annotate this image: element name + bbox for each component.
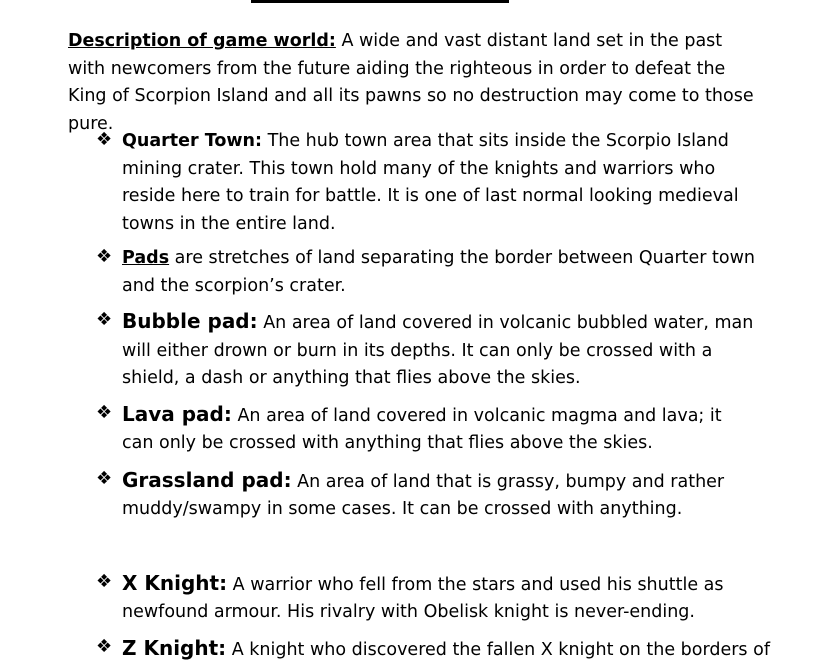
entry-z-knight [96, 635, 756, 664]
diamond-bullet-icon: ❖ [96, 126, 112, 153]
diamond-bullet-icon: ❖ [96, 243, 112, 270]
entry-x-knight [96, 570, 756, 627]
top-rule [251, 0, 509, 3]
diamond-bullet-icon: ❖ [96, 399, 112, 426]
diamond-bullet-icon: ❖ [96, 465, 112, 492]
entry-grassland-pad [96, 467, 756, 524]
diamond-bullet-icon: ❖ [96, 568, 112, 595]
entry-term: Quarter Town: [122, 131, 262, 151]
entry-term: X Knight: [122, 571, 227, 595]
entry-term: Pads [122, 248, 169, 268]
entry-text: An area of land that is grassy, bumpy and rather muddy/swampy in some cases. It can be crossed with anything. [122, 472, 724, 520]
entry-text: A warrior who fell from the stars and used his shuttle as newfound armour. His rivalry with Obelisk knight is never-ending. [122, 575, 724, 623]
entry-text: A knight who discovered the fallen X knight on the borders of [226, 640, 770, 660]
entry-pads [96, 245, 756, 300]
entry-term: Lava pad: [122, 402, 232, 426]
intro-body: A wide and vast distant land set in the past with newcomers from the future aiding the righteous in order to defeat the King of Scorpion Island and all its pawns so no destruction may come to those pure. [68, 31, 754, 134]
entry-bubble-pad [96, 308, 756, 393]
entry-text: An area of land covered in volcanic bubbled water, man will either drown or burn in its depths. It can only be crossed with a shield, a dash or anything that flies above the skies. [122, 313, 753, 388]
entry-text: The hub town area that sits inside the Scorpio Island mining crater. This town hold many of the knights and warriors who reside here to train for battle. It is one of last normal looking medieval towns in the entire land. [122, 131, 739, 234]
intro-paragraph [68, 28, 758, 138]
entry-term: Bubble pad: [122, 309, 258, 333]
intro-heading: Description of game world: [68, 31, 336, 51]
entry-text: An area of land covered in volcanic magma and lava; it can only be crossed with anything that flies above the skies. [122, 406, 722, 454]
entry-term: Z Knight: [122, 636, 226, 660]
diamond-bullet-icon: ❖ [96, 633, 112, 660]
entry-lava-pad [96, 401, 756, 458]
diamond-bullet-icon: ❖ [96, 306, 112, 333]
entry-term: Grassland pad: [122, 468, 292, 492]
entry-text: are stretches of land separating the border between Quarter town and the scorpion’s crater. [122, 248, 755, 296]
entry-quarter-town [96, 128, 756, 238]
entry-list [96, 128, 756, 664]
